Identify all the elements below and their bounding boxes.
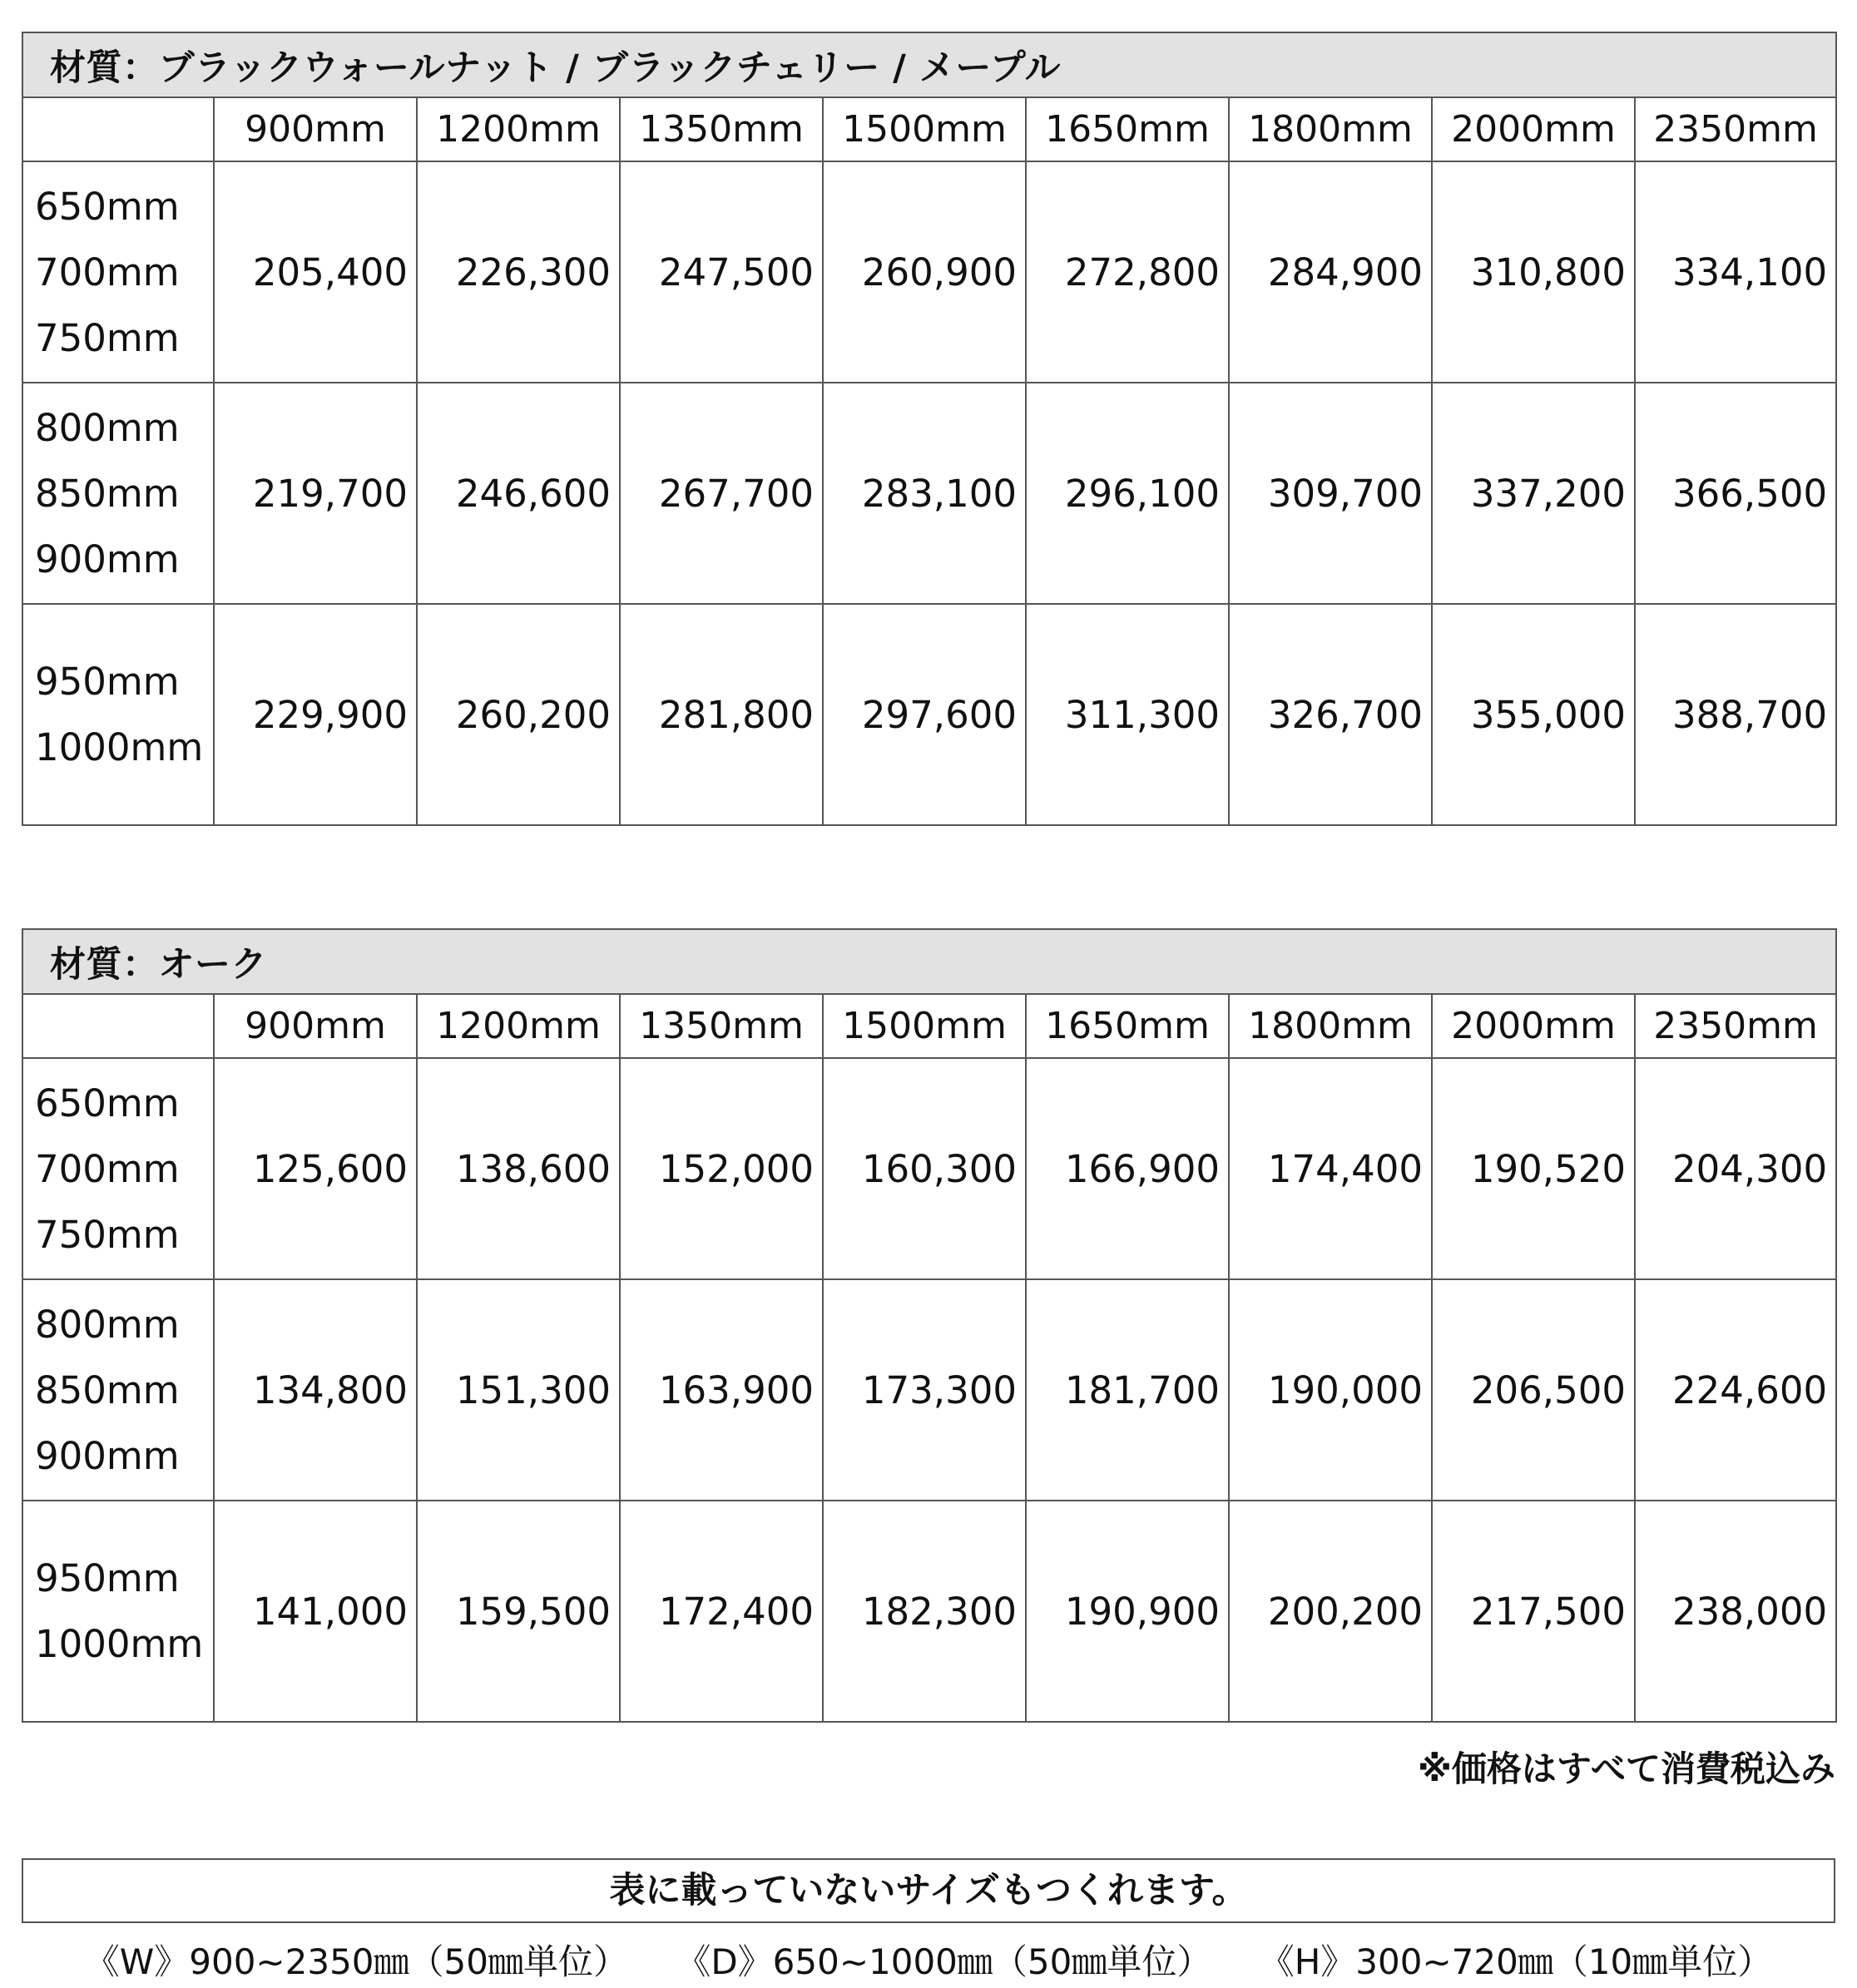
table-title: 材質：ブラックウォールナット / ブラックチェリー / メープル	[22, 32, 1836, 97]
width-header: 1350mm	[620, 994, 823, 1058]
depth-label: 750mm	[35, 1212, 180, 1257]
price-cell: 326,700	[1229, 604, 1432, 825]
depth-label: 800mm	[35, 1302, 180, 1347]
width-header: 1650mm	[1026, 97, 1229, 161]
depth-label: 900mm	[35, 1433, 180, 1478]
depth-cell	[22, 383, 214, 604]
price-table-oak	[22, 928, 1837, 1723]
price-cell: 226,300	[417, 161, 620, 383]
depth-cell	[22, 1501, 214, 1722]
width-header: 900mm	[214, 994, 417, 1058]
price-cell: 141,000	[214, 1501, 417, 1722]
width-header: 1350mm	[620, 97, 823, 161]
price-cell: 138,600	[417, 1058, 620, 1279]
width-header: 1500mm	[823, 994, 1026, 1058]
depth-label: 700mm	[35, 250, 180, 294]
depth-label: 700mm	[35, 1146, 180, 1191]
depth-range: 《D》650~1000㎜（50㎜単位）	[676, 1941, 1212, 1982]
price-cell: 163,900	[620, 1279, 823, 1501]
price-cell: 296,100	[1026, 383, 1229, 604]
width-header: 1800mm	[1229, 97, 1432, 161]
price-cell: 217,500	[1432, 1501, 1635, 1722]
price-cell: 283,100	[823, 383, 1026, 604]
depth-cell	[22, 604, 214, 825]
depth-cell	[22, 161, 214, 383]
table-row	[22, 161, 1836, 383]
price-cell: 238,000	[1635, 1501, 1836, 1722]
price-cell: 206,500	[1432, 1279, 1635, 1501]
width-header: 1800mm	[1229, 994, 1432, 1058]
price-cell: 204,300	[1635, 1058, 1836, 1279]
price-cell: 200,200	[1229, 1501, 1432, 1722]
price-cell: 366,500	[1635, 383, 1836, 604]
tax-note: ※価格はすべて消費税込み	[1418, 1748, 1835, 1789]
price-cell: 174,400	[1229, 1058, 1432, 1279]
price-cell: 272,800	[1026, 161, 1229, 383]
price-cell: 125,600	[214, 1058, 417, 1279]
price-cell: 260,200	[417, 604, 620, 825]
price-table-walnut-cherry-maple	[22, 32, 1837, 826]
depth-cell	[22, 1058, 214, 1279]
price-cell: 284,900	[1229, 161, 1432, 383]
price-cell: 152,000	[620, 1058, 823, 1279]
price-cell: 224,600	[1635, 1279, 1836, 1501]
width-header: 1650mm	[1026, 994, 1229, 1058]
price-cell: 190,900	[1026, 1501, 1229, 1722]
width-header: 1200mm	[417, 994, 620, 1058]
price-cell: 247,500	[620, 161, 823, 383]
table-row	[22, 383, 1836, 604]
price-cell: 281,800	[620, 604, 823, 825]
price-cell: 334,100	[1635, 161, 1836, 383]
depth-label: 850mm	[35, 471, 180, 516]
depth-label: 900mm	[35, 537, 180, 581]
width-header: 2350mm	[1635, 994, 1836, 1058]
width-header: 900mm	[214, 97, 417, 161]
price-cell: 160,300	[823, 1058, 1026, 1279]
depth-label: 950mm	[35, 660, 180, 704]
size-ranges	[0, 1935, 1857, 1985]
depth-label: 1000mm	[35, 1622, 204, 1666]
price-cell: 166,900	[1026, 1058, 1229, 1279]
table-row	[22, 1058, 1836, 1279]
depth-label: 800mm	[35, 405, 180, 450]
depth-label: 750mm	[35, 315, 180, 360]
price-cell: 260,900	[823, 161, 1026, 383]
width-header: 2350mm	[1635, 97, 1836, 161]
price-cell: 297,600	[823, 604, 1026, 825]
price-cell: 355,000	[1432, 604, 1635, 825]
custom-size-note: 表に載っていないサイズもつくれます。	[22, 1858, 1835, 1923]
table-title-row	[22, 32, 1836, 97]
price-cell: 172,400	[620, 1501, 823, 1722]
price-cell: 134,800	[214, 1279, 417, 1501]
depth-label: 850mm	[35, 1367, 180, 1412]
price-cell: 267,700	[620, 383, 823, 604]
price-cell: 310,800	[1432, 161, 1635, 383]
price-cell: 388,700	[1635, 604, 1836, 825]
price-cell: 151,300	[417, 1279, 620, 1501]
price-cell: 337,200	[1432, 383, 1635, 604]
width-range: 《W》900~2350㎜（50㎜単位）	[84, 1941, 628, 1982]
price-cell: 190,000	[1229, 1279, 1432, 1501]
depth-cell	[22, 1279, 214, 1501]
price-cell: 311,300	[1026, 604, 1229, 825]
width-header: 1200mm	[417, 97, 620, 161]
price-cell: 159,500	[417, 1501, 620, 1722]
corner-cell	[22, 97, 214, 161]
corner-cell	[22, 994, 214, 1058]
depth-label: 650mm	[35, 184, 180, 229]
price-cell: 205,400	[214, 161, 417, 383]
width-header-row	[22, 994, 1836, 1058]
price-cell: 219,700	[214, 383, 417, 604]
depth-label: 650mm	[35, 1081, 180, 1125]
width-header: 1500mm	[823, 97, 1026, 161]
width-header-row	[22, 97, 1836, 161]
table-title: 材質：オーク	[22, 929, 1836, 994]
price-cell: 173,300	[823, 1279, 1026, 1501]
table-row	[22, 1501, 1836, 1722]
price-cell: 182,300	[823, 1501, 1026, 1722]
depth-label: 1000mm	[35, 725, 204, 769]
height-range: 《H》300~720㎜（10㎜単位）	[1259, 1941, 1773, 1982]
price-cell: 190,520	[1432, 1058, 1635, 1279]
depth-label: 950mm	[35, 1556, 180, 1600]
price-cell: 181,700	[1026, 1279, 1229, 1501]
price-cell: 229,900	[214, 604, 417, 825]
width-header: 2000mm	[1432, 994, 1635, 1058]
table-row	[22, 604, 1836, 825]
table-row	[22, 1279, 1836, 1501]
width-header: 2000mm	[1432, 97, 1635, 161]
price-cell: 246,600	[417, 383, 620, 604]
price-cell: 309,700	[1229, 383, 1432, 604]
table-title-row	[22, 929, 1836, 994]
